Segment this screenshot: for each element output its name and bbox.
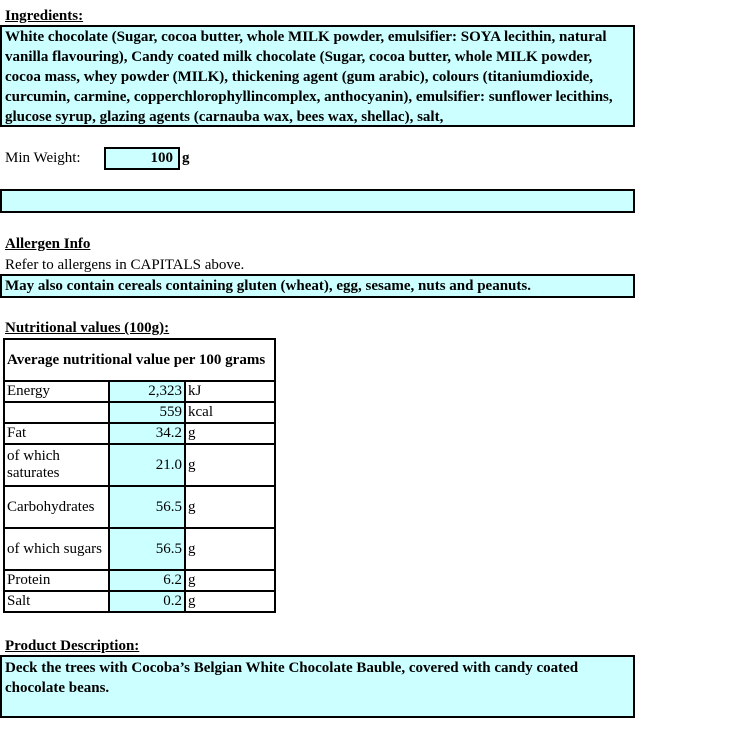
- row-unit: g: [185, 444, 275, 486]
- table-header: Average nutritional value per 100 grams: [4, 339, 275, 381]
- row-value: 21.0: [109, 444, 185, 486]
- row-value: 56.5: [109, 486, 185, 528]
- table-row: [4, 444, 275, 486]
- row-value: 34.2: [109, 423, 185, 444]
- row-value: 6.2: [109, 570, 185, 591]
- may-contain-box: [0, 274, 635, 298]
- may-contain-text: May also contain cereals containing gluten (wheat), egg, sesame, nuts and peanuts.: [5, 278, 531, 294]
- row-unit: kcal: [185, 402, 275, 423]
- product-box: [0, 655, 635, 718]
- table-header-row: [4, 339, 275, 381]
- row-label: Carbohydrates: [4, 486, 109, 528]
- table-row: [4, 528, 275, 570]
- ingredients-box: [0, 25, 635, 127]
- ingredients-heading: Ingredients:: [5, 8, 84, 24]
- row-unit: g: [185, 423, 275, 444]
- row-label: Fat: [4, 423, 109, 444]
- row-value: 559: [109, 402, 185, 423]
- nutrition-heading: Nutritional values (100g):: [5, 320, 170, 336]
- row-unit: g: [185, 486, 275, 528]
- min-weight-value: 100: [150, 150, 173, 166]
- row-value: 56.5: [109, 528, 185, 570]
- ingredients-text: White chocolate (Sugar, cocoa butter, whole MILK powder, emulsifier: SOYA lecithin, natural vanilla flavouring), Candy coated milk chocolate (Sugar, cocoa butter, whole MILK powder, cocoa mass, whey powder (MILK), thickening agent (gum arabic), colours (titaniumdioxide, curcumin, carmine, copperchlorophyllincomplex, anthocyanin), emulsifier: sunflower lecithins, glucose syrup, glazing agents (carnauba wax, bees wax, shellac), salt,: [5, 29, 613, 125]
- row-value: 2,323: [109, 381, 185, 402]
- row-unit: kJ: [185, 381, 275, 402]
- product-heading: Product Description:: [5, 638, 140, 654]
- table-row: [4, 423, 275, 444]
- row-label: of which saturates: [4, 444, 109, 486]
- table-row: [4, 402, 275, 423]
- row-label: Protein: [4, 570, 109, 591]
- allergen-note: Refer to allergens in CAPITALS above.: [5, 257, 245, 273]
- allergen-heading: Allergen Info: [5, 236, 91, 252]
- product-text: Deck the trees with Cocoba’s Belgian White Chocolate Bauble, covered with candy coated chocolate beans.: [5, 660, 579, 696]
- row-unit: g: [185, 528, 275, 570]
- table-row: [4, 486, 275, 528]
- row-unit: g: [185, 591, 275, 612]
- row-label: Energy: [4, 381, 109, 402]
- row-unit: g: [185, 570, 275, 591]
- row-label: Salt: [4, 591, 109, 612]
- table-row: [4, 570, 275, 591]
- min-weight-value-cell: [104, 147, 180, 170]
- row-label: [4, 402, 109, 423]
- empty-field: [0, 189, 635, 213]
- row-label: of which sugars: [4, 528, 109, 570]
- min-weight-label: Min Weight:: [5, 150, 81, 166]
- nutrition-table: [3, 338, 276, 613]
- table-row: [4, 381, 275, 402]
- table-row: [4, 591, 275, 612]
- row-value: 0.2: [109, 591, 185, 612]
- min-weight-unit: g: [182, 150, 190, 166]
